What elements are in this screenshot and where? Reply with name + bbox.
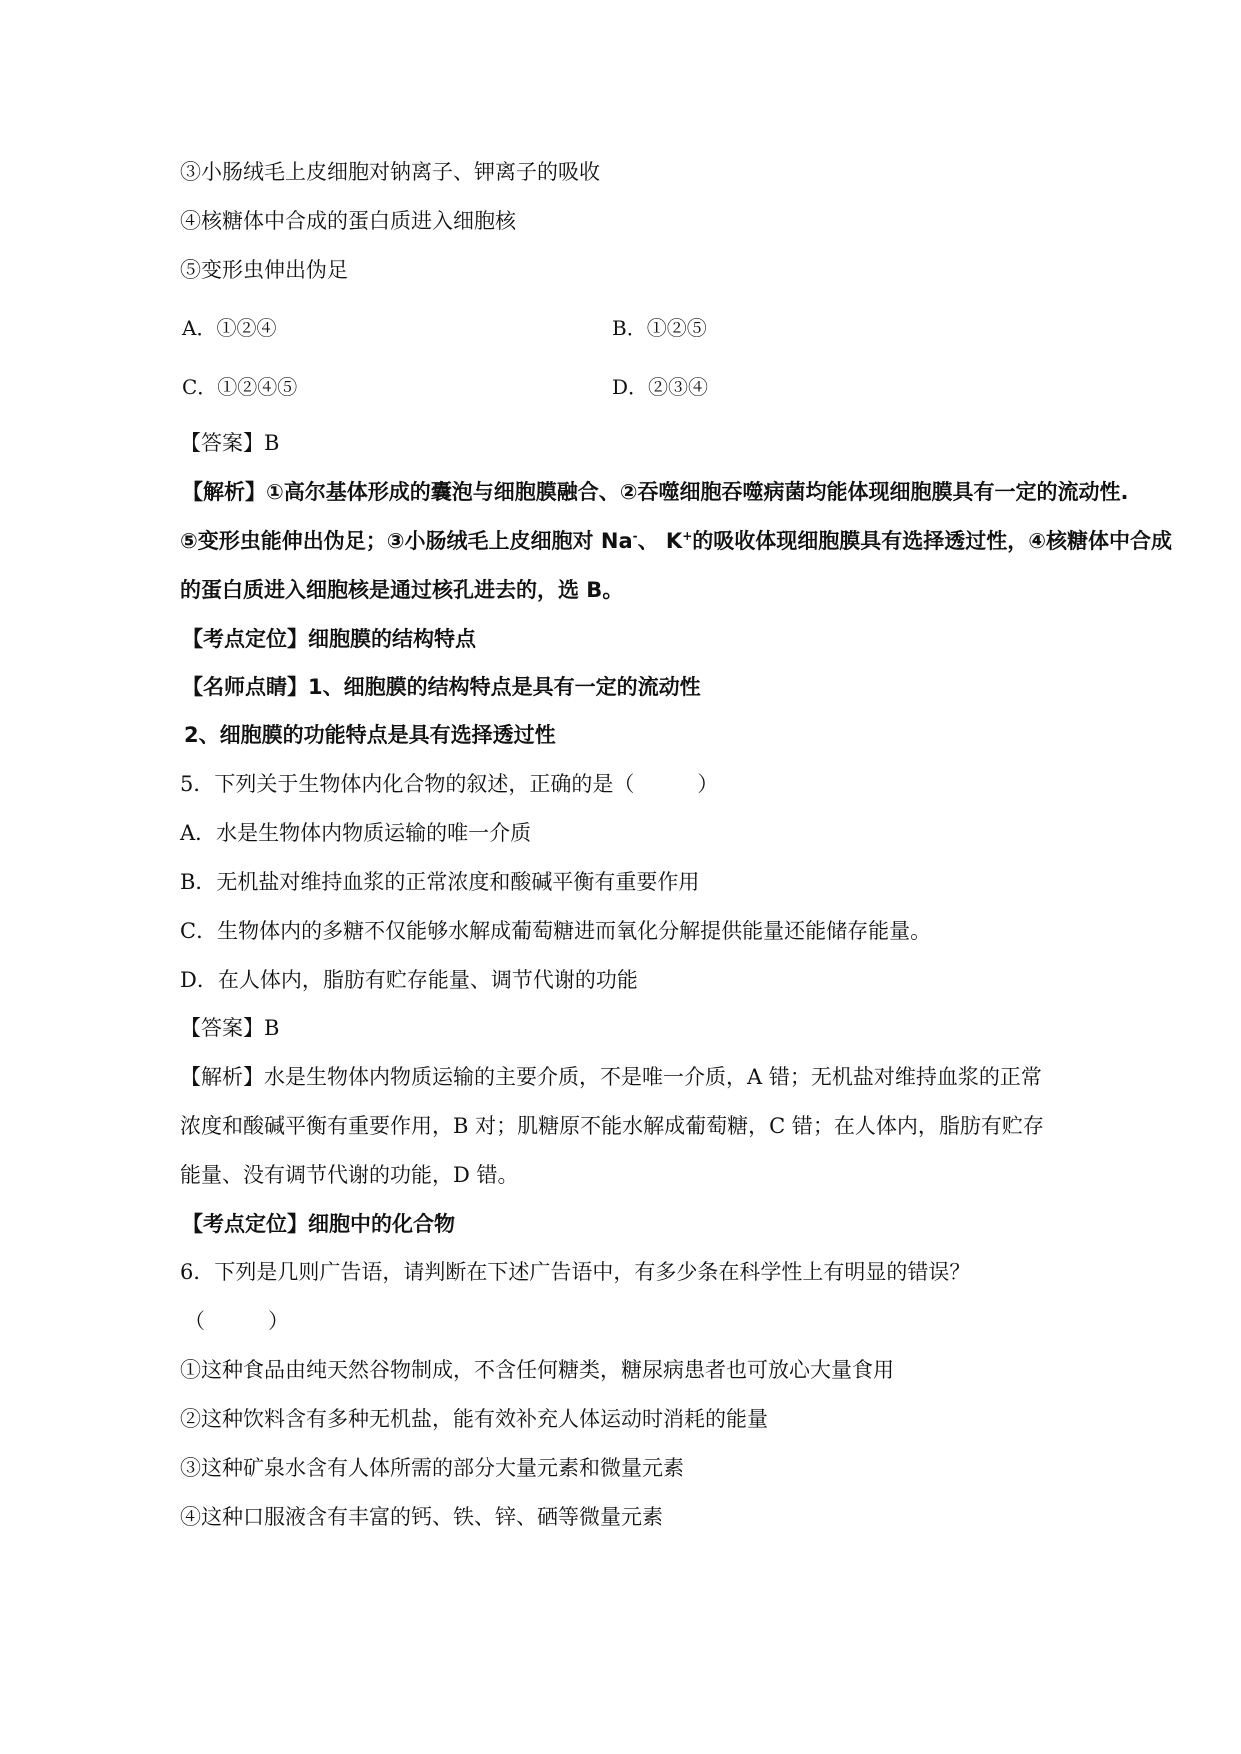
k-charge-sup: +	[682, 529, 693, 543]
q5-option-c: C．生物体内的多糖不仅能够水解成葡萄糖进而氧化分解提供能量还能储存能量。	[180, 919, 932, 943]
q6-stem: 6．下列是几则广告语，请判断在下述广告语中，有多少条在科学性上有明显的错误？	[180, 1260, 971, 1284]
q4-analysis-line-2	[180, 526, 1172, 556]
q5-analysis-line-2: 浓度和酸碱平衡有重要作用，B 对；肌糖原不能水解成葡萄糖，C 错；在人体内，脂肪有贮存	[180, 1114, 1044, 1138]
q4-option-a: A．①②④	[182, 316, 277, 340]
q4-mingshi: 【名师点睛】1、细胞膜的结构特点是具有一定的流动性	[182, 675, 701, 699]
q6-item-4: ④这种口服液含有丰富的钙、铁、锌、硒等微量元素	[180, 1505, 663, 1529]
na-charge-sup: -	[632, 529, 638, 543]
q4-analysis-line-1: 【解析】①高尔基体形成的囊泡与细胞膜融合、②吞噬细胞吞噬病菌均能体现细胞膜具有一定的流动性.	[182, 480, 1129, 504]
q4-mingshi-2: 2、细胞膜的功能特点是具有选择透过性	[184, 723, 556, 747]
q4-analysis-line-3: 的蛋白质进入细胞核是通过核孔进去的，选 B。	[180, 578, 624, 602]
q6-item-1: ①这种食品由纯天然谷物制成，不含任何糖类，糖尿病患者也可放心大量食用	[180, 1358, 894, 1382]
q5-analysis-line-1: 【解析】水是生物体内物质运输的主要介质，不是唯一介质，A 错；无机盐对维持血浆的正常	[180, 1065, 1042, 1089]
q4-analysis-line-2a: ⑤变形虫能伸出伪足；③小肠绒毛上皮细胞对 Na	[180, 529, 633, 553]
q6-item-2: ②这种饮料含有多种无机盐，能有效补充人体运动时消耗的能量	[180, 1407, 768, 1431]
q4-option-c: C．①②④⑤	[182, 375, 298, 399]
q5-analysis-line-3: 能量、没有调节代谢的功能，D 错。	[180, 1163, 519, 1187]
q5-answer: 【答案】B	[180, 1016, 280, 1040]
q5-option-d: D．在人体内，脂肪有贮存能量、调节代谢的功能	[180, 968, 638, 992]
q6-item-3: ③这种矿泉水含有人体所需的部分大量元素和微量元素	[180, 1456, 684, 1480]
q4-analysis-line-2c: 的吸收体现细胞膜具有选择透过性，④核糖体中合成	[692, 529, 1173, 553]
q5-kaodian: 【考点定位】细胞中的化合物	[182, 1212, 455, 1236]
q4-item-5: ⑤变形虫伸出伪足	[180, 258, 348, 282]
q5-option-b: B．无机盐对维持血浆的正常浓度和酸碱平衡有重要作用	[180, 870, 700, 894]
q4-item-4: ④核糖体中合成的蛋白质进入细胞核	[180, 209, 516, 233]
q4-analysis-line-2b: 、 K	[637, 529, 683, 553]
q4-item-3: ③小肠绒毛上皮细胞对钠离子、钾离子的吸收	[180, 160, 600, 184]
q5-stem: 5．下列关于生物体内化合物的叙述，正确的是（ ）	[180, 772, 719, 796]
q5-option-a: A．水是生物体内物质运输的唯一介质	[180, 821, 532, 845]
q4-answer: 【答案】B	[180, 431, 280, 455]
q6-paren: （ ）	[184, 1309, 289, 1333]
q4-option-d: D．②③④	[612, 375, 709, 399]
q4-option-b: B．①②⑤	[612, 316, 707, 340]
q4-kaodian: 【考点定位】细胞膜的结构特点	[182, 627, 476, 651]
